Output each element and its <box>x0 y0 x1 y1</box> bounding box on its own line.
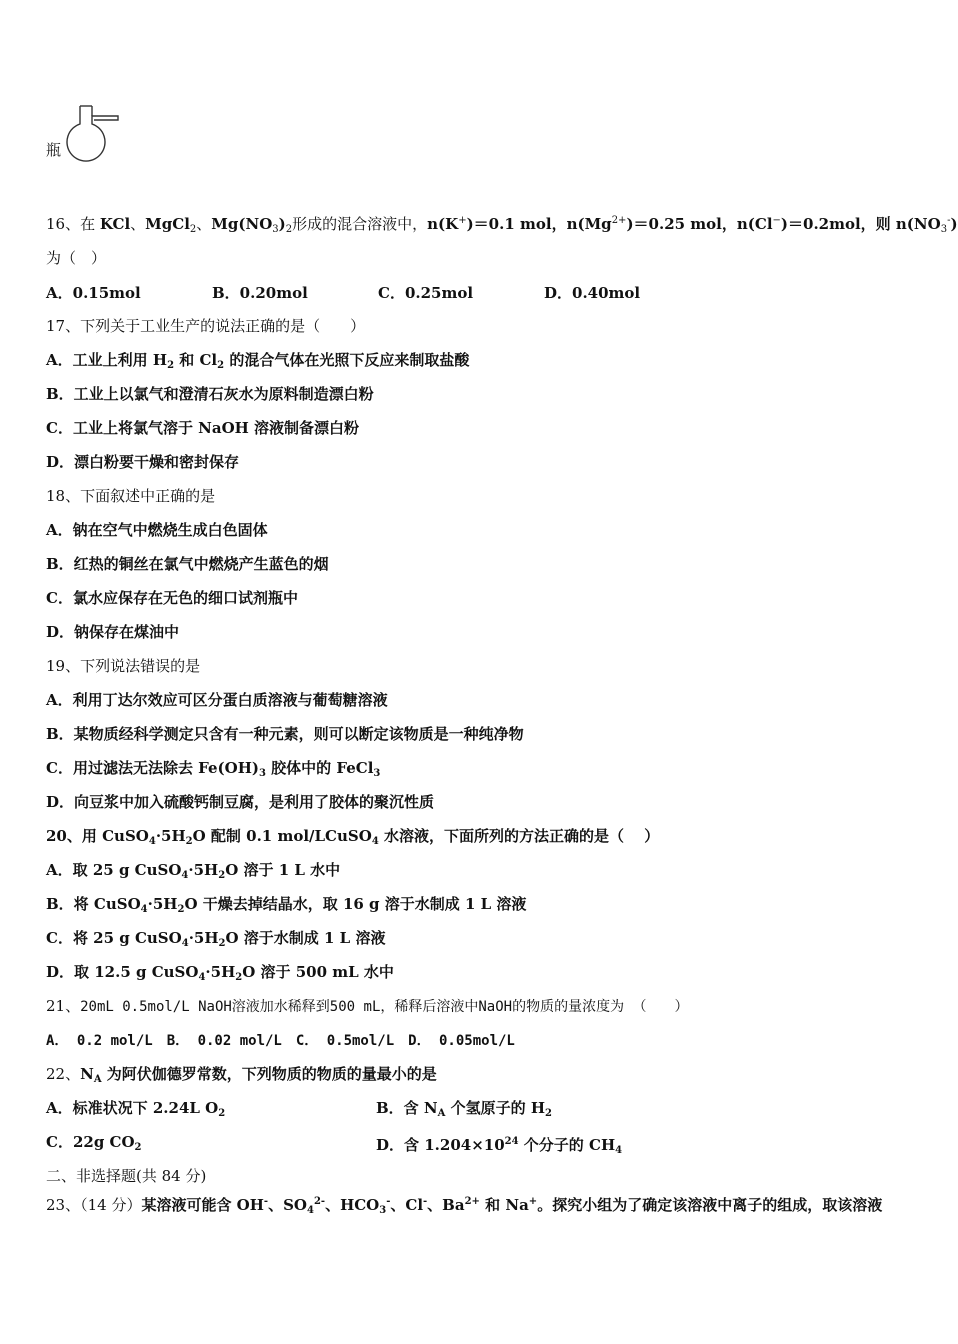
q16-option-d: D．0.40mol <box>544 284 641 302</box>
q17-option-c: C．工业上将氯气溶于 NaOH 溶液制备漂白粉 <box>46 419 360 437</box>
q22-option-c: C．22g $CO_2$ <box>46 1133 142 1153</box>
q19-stem: 19、下列说法错误的是 <box>46 657 201 675</box>
q20-option-d: D．取 12.5 g $CuSO_4\cdot 5H_2O$ 溶于 500 mL 水中 <box>46 963 394 983</box>
q20-option-c: C．将 25 g $CuSO_4\cdot 5H_2O$ 溶于水制成 1 L 溶液 <box>46 929 386 949</box>
q22-option-d: D．含 $1.204\times 10^{24}$ 个分子的 $CH_4$ <box>376 1136 623 1156</box>
q19-option-b: B．某物质经科学测定只含有一种元素，则可以断定该物质是一种纯净物 <box>46 725 524 743</box>
q21-stem: 21、20mL 0.5mol/L NaOH溶液加水稀释到500 mL，稀释后溶液中NaOH的物质的量浓度为 （ ） <box>46 997 689 1015</box>
q18-option-b: B．红热的铜丝在氯气中燃烧产生蓝色的烟 <box>46 555 329 573</box>
flask-label: 瓶 <box>46 141 62 159</box>
q22-option-b: B．含 $N_A$ 个氢原子的 $H_2$ <box>376 1099 552 1119</box>
q19-option-a: A．利用丁达尔效应可区分蛋白质溶液与葡萄糖溶液 <box>46 691 388 709</box>
q16-stem: 16、在 KCl、MgCl$_2$、$Mg(NO_3)_2$形成的混合溶液中，n(K+)＝0.1 mol，$n(Mg^{2+})=0.25$ mol，n(Cl−)＝0.2mol，则 $n(NO_3^-)$ <box>46 215 958 235</box>
q16-option-a: A．0.15mol <box>46 284 141 302</box>
q19-option-c: C．用过滤法无法除去 $Fe(OH)_3$ 胶体中的 FeCl$_3$ <box>46 759 381 779</box>
q16-option-b: B．0.20mol <box>212 284 308 302</box>
q17-stem: 17、下列关于工业生产的说法正确的是（ ） <box>46 317 366 335</box>
q18-stem: 18、下面叙述中正确的是 <box>46 487 216 505</box>
q18-option-a: A．钠在空气中燃烧生成白色固体 <box>46 521 268 539</box>
q20-option-b: B．将 $CuSO_4\cdot 5H_2O$ 干燥去掉结晶水，取 16 g 溶于水制成 1 L 溶液 <box>46 895 527 915</box>
q16-stem-line2: 为（ ） <box>46 249 107 267</box>
q16-option-c: C．0.25mol <box>378 284 474 302</box>
q20-stem: 20、用 $CuSO_4\cdot 5H_2O$ 配制 0.1 mol/LCuSO$_4$ 水溶液，下面所列的方法正确的是（ ） <box>46 827 660 847</box>
q18-option-c: C．氯水应保存在无色的细口试剂瓶中 <box>46 589 298 607</box>
q23-stem: 23、（14 分）某溶液可能含 OH-、$SO_4^{2-}$、$HCO_3^-$、Cl-、$Ba^{2+}$ 和 Na+。探究小组为了确定该溶液中离子的组成，取该溶液 <box>46 1196 883 1216</box>
q22-option-a: A．标准状况下 2.24L $O_2$ <box>46 1099 226 1119</box>
q20-option-a: A．取 25 g $CuSO_4\cdot 5H_2O$ 溶于 1 L 水中 <box>46 861 341 881</box>
q17-option-d: D．漂白粉要干燥和密封保存 <box>46 453 240 471</box>
round-bottom-flask-icon <box>66 104 122 166</box>
section-heading: 二、非选择题(共 84 分) <box>46 1167 207 1185</box>
q19-option-d: D．向豆浆中加入硫酸钙制豆腐，是利用了胶体的聚沉性质 <box>46 793 435 811</box>
q21-options: A． 0.2 mol/L B． 0.02 mol/L C． 0.5mol/L D． 0.05mol/L <box>46 1033 515 1049</box>
q18-option-d: D．钠保存在煤油中 <box>46 623 180 641</box>
q22-stem: 22、$N_A$ 为阿伏伽德罗常数，下列物质的物质的量最小的是 <box>46 1065 437 1085</box>
q16-options <box>46 283 640 303</box>
q17-option-a: A．工业上利用 $H_2$ 和 $Cl_2$ 的混合气体在光照下反应来制取盐酸 <box>46 351 470 371</box>
q17-option-b: B．工业上以氯气和澄清石灰水为原料制造漂白粉 <box>46 385 374 403</box>
